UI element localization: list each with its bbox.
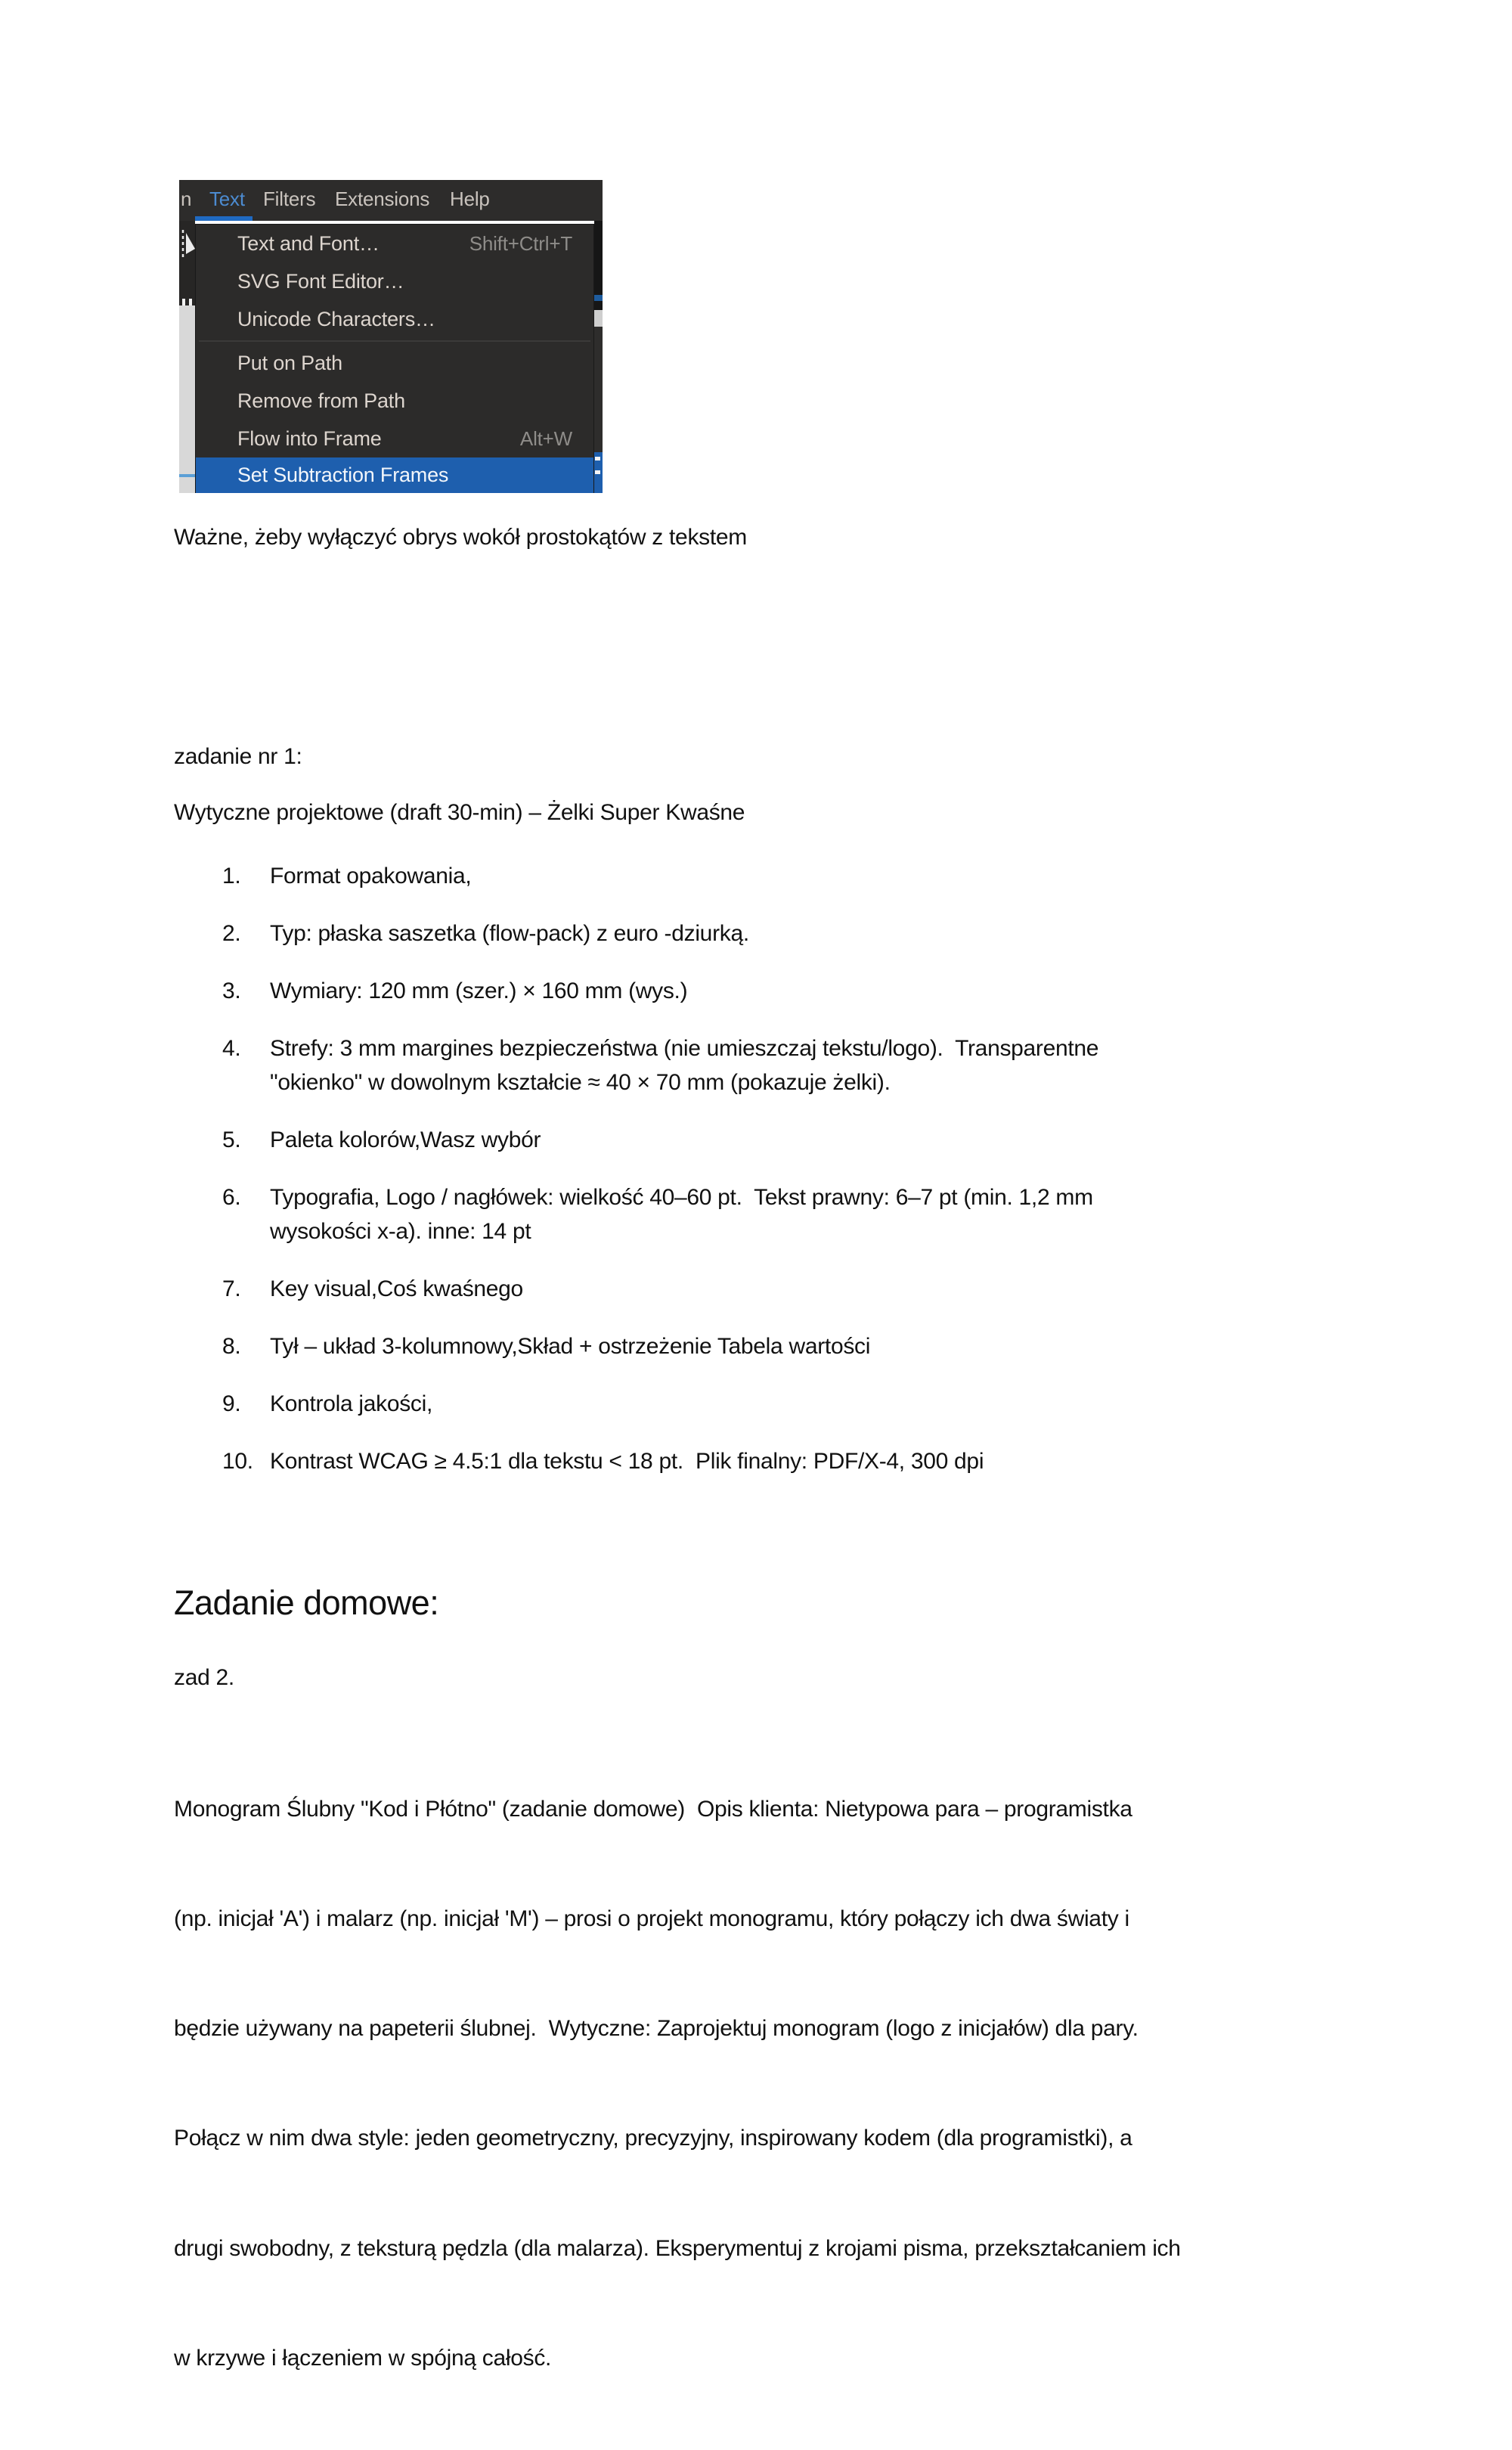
menubar-item-text[interactable]: Text	[209, 188, 245, 210]
menu-item-put-on-path[interactable]: Put on Path	[237, 351, 342, 374]
canvas-area	[179, 305, 195, 493]
text-cursor-icon	[180, 227, 196, 262]
menu-item-unicode-characters[interactable]: Unicode Characters…	[237, 307, 435, 330]
text-menu-dropdown	[195, 224, 594, 493]
menu-item-remove-from-path[interactable]: Remove from Path	[237, 389, 405, 412]
zad2-label: zad 2.	[174, 1665, 234, 1690]
list-item: 5. Paleta kolorów,Wasz wybór	[222, 1127, 541, 1152]
menubar-item-partial: n	[181, 188, 192, 210]
shortcut-label: Shift+Ctrl+T	[469, 231, 572, 255]
list-item: 3. Wymiary: 120 mm (szer.) × 160 mm (wys.)	[222, 978, 688, 1003]
task1-label: zadanie nr 1:	[174, 744, 302, 769]
homework-paragraph: Monogram Ślubny "Kod i Płótno" (zadanie domowe) Opis klienta: Nietypowa para – programistka (np. inicjał 'A') i malarz (np. inicjał 'M') – prosi o projekt monogramu, który połączy ich dwa światy i będzie używany na papeterii ślubnej. Wytyczne: Zaprojektuj monogram (logo z inicjałów) dla pary. Połącz w nim dwa style: jeden geometryczny, precyzyjny, inspirowany kodem (dla programistki), a drugi swobodny, z teksturą pędzla (dla malarza). Eksperymentuj z krojami pisma, przekształcaniem ich w krzywe i łączeniem w spójną całość.	[174, 1796, 1181, 2371]
menubar-item-filters[interactable]: Filters	[263, 188, 316, 210]
list-item: 2. Typ: płaska saszetka (flow-pack) z euro -dziurką.	[222, 921, 749, 946]
menu-separator	[196, 338, 593, 344]
menu-item-flow-into-frame[interactable]: Flow into Frame Alt+W	[237, 426, 572, 450]
task1-requirements-list	[222, 859, 1341, 1502]
list-item: 9. Kontrola jakości,	[222, 1391, 433, 1416]
list-item: 4. Strefy: 3 mm margines bezpieczeństwa (nie umieszczaj tekstu/logo). Transparentne "okienko" w dowolnym kształcie ≈ 40 × 70 mm (pokazuje żelki).	[222, 1036, 1099, 1095]
menu-item-set-subtraction-frames[interactable]: Set Subtraction Frames	[196, 457, 593, 493]
task1-title: Wytyczne projektowe (draft 30-min) – Żelki Super Kwaśne	[174, 800, 745, 825]
background-toolbar-strip	[179, 221, 195, 493]
menubar-item-help[interactable]: Help	[450, 188, 490, 210]
inkscape-menu-screenshot	[179, 180, 603, 493]
list-item: 7. Key visual,Coś kwaśnego	[222, 1276, 523, 1301]
list-item: 1. Format opakowania,	[222, 864, 472, 889]
homework-heading: Zadanie domowe:	[174, 1583, 439, 1622]
menu-item-text-and-font[interactable]: Text and Font… Shift+Ctrl+T	[237, 231, 572, 255]
shortcut-label: Alt+W	[519, 426, 572, 450]
list-item: 6. Typografia, Logo / nagłówek: wielkość 40–60 pt. Tekst prawny: 6–7 pt (min. 1,2 mm wysokości x-a). inne: 14 pt	[222, 1185, 1093, 1244]
menubar-item-extensions[interactable]: Extensions	[335, 188, 430, 210]
list-item: 8. Tył – układ 3-kolumnowy,Skład + ostrzeżenie Tabela wartości	[222, 1334, 871, 1359]
active-menu-underline	[195, 216, 253, 221]
menu-item-svg-font-editor[interactable]: SVG Font Editor…	[237, 269, 404, 293]
canvas-guide-line	[179, 474, 195, 477]
list-item: 10. Kontrast WCAG ≥ 4.5:1 dla tekstu < 18 pt. Plik finalny: PDF/X-4, 300 dpi	[222, 1449, 984, 1474]
caption-text: Ważne, żeby wyłączyć obrys wokół prostokątów z tekstem	[174, 525, 747, 550]
menubar	[179, 180, 603, 221]
background-window-strip	[594, 221, 603, 493]
